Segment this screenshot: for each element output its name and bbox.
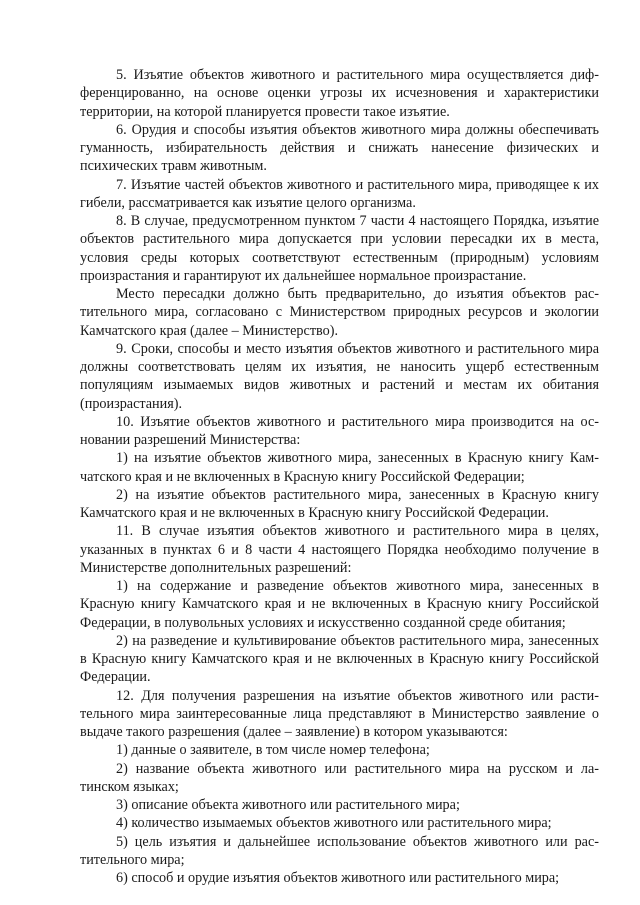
paragraph-item-10-sub-2: 2) на изъятие объектов растительного мира, занесенных в Красную книгу Камчатского края и не включенных в Красную книгу Российской Федерации. [80,486,599,521]
paragraph-item-10-sub-1: 1) на изъятие объектов животного мира, занесенных в Красную книгу Камчатского края и не включенных в Красную книгу Российской Федерации; [80,450,599,485]
paragraph-transplant-location: Место пересадки должно быть предварительно, до изъятия объектов растительного мира, согласовано с Министерством природных ресурсов и экологии Камчатского края (далее – Министерство). [80,286,599,339]
paragraph-item-11-sub-1: 1) на содержание и разведение объектов животного мира, занесенных в Красную книгу Камчатского края и не включенных в Красную книгу Российской Федерации, в полувольных условиях и искусственно созданной среде обитания; [80,578,599,631]
paragraph-item-6: 6. Орудия и способы изъятия объектов животного мира должны обеспечивать гуманность, избирательность действия и снижать нанесение физических и психических травм животным. [80,121,599,175]
paragraph-item-11-sub-2: 2) на разведение и культивирование объектов растительного мира, занесенных в Красную книгу Камчатского края и не включенных в Красную книгу Российской Федерации. [80,632,599,686]
paragraph-item-12-sub-3: 3) описание объекта животного или растительного мира; [116,797,460,813]
paragraph-item-12-sub-6: 6) способ и орудие изъятия объектов животного или растительного мира; [116,870,560,886]
paragraph-item-12-sub-2: 2) название объекта животного или растительного мира на русском и латинском языках; [80,760,599,795]
paragraph-item-10: 10. Изъятие объектов животного и растительного мира производится на основании разрешений Министерства: [80,413,599,448]
paragraph-item-12-sub-1: 1) данные о заявителе, в том числе номер телефона; [116,742,430,759]
paragraph-item-5: 5. Изъятие объектов животного и растительного мира осуществляется дифференцированно, на основе оценки угрозы их исчезновения и характеристики территории, на которой планируется провести такое изъятие. [80,67,599,120]
paragraph-item-9: 9. Сроки, способы и место изъятия объектов животного и растительного мира должны соответствовать целям их изъятия, не наносить ущерб естественным популяциям изымаемых видов животных и растений и местам их обитания (произрастания). [80,340,599,412]
paragraph-item-12-sub-5: 5) цель изъятия и дальнейшее использование объектов животного или растительного мира; [80,833,599,868]
paragraph-item-12-sub-4: 4) количество изымаемых объектов животного или растительного мира; [116,815,552,832]
paragraph-item-8: 8. В случае, предусмотренном пунктом 7 части 4 настоящего Порядка, изъятие объектов растительного мира допускается при условии пересадки их в места, условия среды которых соответствуют естественным (природным) условиям произрастания и гарантируют их дальнейшее нормальное произрастание. [80,213,599,284]
paragraph-item-11: 11. В случае изъятия объектов животного и растительного мира в целях, указанных в пунктах 6 и 8 части 4 настоящего Порядка необходимо получение в Министерстве дополнительных разрешений: [80,523,599,576]
document-page [80,66,599,887]
paragraph-item-7: 7. Изъятие частей объектов животного и растительного мира, приводящее к их гибели, рассматривается как изъятие целого организма. [80,176,599,211]
paragraph-item-12: 12. Для получения разрешения на изъятие объектов животного или растительного мира заинтересованные лица представляют в Министерство заявление о выдаче такого разрешения (далее – заявление) в котором указываются: [80,687,599,740]
